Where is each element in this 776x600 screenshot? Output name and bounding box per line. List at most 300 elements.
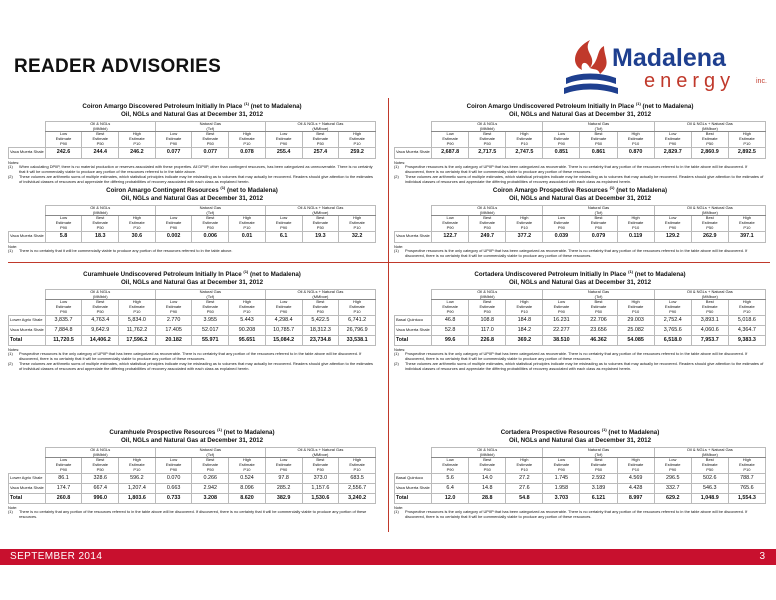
estimate-header: Best Estimate P50 xyxy=(691,132,728,147)
column-group-header: Oil & NGLs (MMbbl) xyxy=(45,448,155,458)
table-cell: 2,892.5 xyxy=(728,147,765,158)
estimate-header: High Estimate P10 xyxy=(229,458,266,473)
column-group-header: Oil & NGLs (MMbbl) xyxy=(432,206,543,216)
note-number: (1) xyxy=(394,509,399,515)
logo-wordmark: Madalena xyxy=(612,44,726,72)
resource-table xyxy=(394,205,766,243)
table-notes xyxy=(8,161,376,185)
table-cell: 22.706 xyxy=(580,315,617,325)
table-row xyxy=(395,315,766,325)
table-cell: 0.070 xyxy=(155,473,192,483)
table-cell: 373.0 xyxy=(302,473,339,483)
table-cell: 382.9 xyxy=(265,493,302,503)
column-group-header: Oil & NGLs + Natural Gas (MMboe) xyxy=(265,290,375,300)
table-title: Coiron Amargo Discovered Petroleum Initially In Place $^{(1)}$ (net to Madalena) xyxy=(82,101,302,111)
table-coiron-contingent xyxy=(8,184,376,254)
table-cell: 29.003 xyxy=(617,315,654,325)
table-cell: 1,157.6 xyxy=(302,483,339,493)
panel-bottom-left xyxy=(8,268,376,546)
table-cell: 26,796.9 xyxy=(339,325,376,335)
table-cell: 52.8 xyxy=(432,325,469,335)
table-cell: 262.9 xyxy=(691,231,728,242)
table-row xyxy=(9,483,376,493)
table-cell: 54.8 xyxy=(506,493,543,503)
notes-heading: Note: xyxy=(394,243,404,249)
estimate-header: Low Estimate P90 xyxy=(45,132,82,147)
estimate-header: Low Estimate P90 xyxy=(155,458,192,473)
table-cell: 596.2 xyxy=(119,473,156,483)
table-cell: 502.6 xyxy=(691,473,728,483)
logo-flame-icon xyxy=(560,38,620,96)
note-text: Prospective resources is the only category of UPIIP that has been categorized as recoverable. There is no certainty that any portion of the resources referred to in the table above will be discovered. If discovered, there is no certainty that it will be commercially viable to produce any portion of these resources. xyxy=(19,351,362,362)
notes-heading: Notes: xyxy=(8,159,20,165)
table-notes xyxy=(394,506,766,520)
estimate-header: Best Estimate P50 xyxy=(580,300,617,315)
estimate-header: High Estimate P10 xyxy=(339,300,376,315)
note-number: (2) xyxy=(394,360,399,366)
total-row xyxy=(395,493,766,503)
table-row xyxy=(395,483,766,493)
estimate-header: Best Estimate P50 xyxy=(302,300,339,315)
table-cell: 8.997 xyxy=(617,493,654,503)
table-cell: 667.4 xyxy=(82,483,119,493)
estimate-header: High Estimate P10 xyxy=(119,216,156,231)
table-cell: 9,383.3 xyxy=(728,335,765,345)
table-cell: 184.2 xyxy=(506,325,543,335)
panel-bottom-right xyxy=(394,268,766,546)
table-cell: 95.651 xyxy=(229,335,266,345)
table-notes xyxy=(394,245,766,259)
table-cell: 0.733 xyxy=(155,493,192,503)
footer-bar xyxy=(0,549,776,565)
table-cell: 174.7 xyxy=(45,483,82,493)
table-cell: 6,518.0 xyxy=(654,335,691,345)
table-cell: 3,765.6 xyxy=(654,325,691,335)
table-cell: 296.5 xyxy=(654,473,691,483)
row-label: Vaca Muerta Shale xyxy=(395,147,432,158)
table-cell: 397.1 xyxy=(728,231,765,242)
estimate-header-row xyxy=(395,132,766,147)
estimate-header-row xyxy=(395,458,766,473)
table-cell: 0.851 xyxy=(543,147,580,158)
table-subtitle: Oil, NGLs and Natural Gas at December 31, 2012 xyxy=(508,437,652,445)
estimate-header: High Estimate P10 xyxy=(229,132,266,147)
row-label: Vaca Muerta Shale xyxy=(395,231,432,242)
estimate-header: Low Estimate P90 xyxy=(45,300,82,315)
resource-table xyxy=(8,205,376,243)
horizontal-divider xyxy=(8,262,770,263)
estimate-header-row xyxy=(9,132,376,147)
column-group-header: Natural Gas (Tcf) xyxy=(543,290,654,300)
table-cell: 99.6 xyxy=(432,335,469,345)
note-number: (1) xyxy=(394,248,399,254)
estimate-header: Low Estimate P90 xyxy=(543,300,580,315)
note-item xyxy=(8,362,376,372)
table-coiron-undiscovered xyxy=(394,100,766,185)
table-cell: 257.4 xyxy=(302,147,339,158)
table-cortadera-prospective xyxy=(394,426,766,520)
table-cell: 328.6 xyxy=(82,473,119,483)
table-subtitle: Oil, NGLs and Natural Gas at December 31, 2012 xyxy=(120,111,264,119)
table-notes xyxy=(8,348,376,372)
note-text: Prospective resources is the only category of UPIIP that has been categorized as recoverable. There is no certainty that any portion of the resources referred to in the table above will be discovered. If discovered, there is no certainty that it will be commercially viable to produce any portion of these resources. xyxy=(405,351,748,362)
table-cell: 5,834.0 xyxy=(119,315,156,325)
group-header-row xyxy=(9,290,376,300)
table-cell: 46.8 xyxy=(432,315,469,325)
estimate-header: Low Estimate P90 xyxy=(265,216,302,231)
estimate-header: High Estimate P10 xyxy=(339,132,376,147)
table-cell: 23,734.8 xyxy=(302,335,339,345)
note-text: Prospective resources is the only category of UPIIP that has been categorized as recoverable. There is no certainty that any portion of the resources referred to in the table above will be discovered. If discovered, there is no certainty that it will be commercially viable to produce any portion of these resources. xyxy=(405,248,748,259)
table-cell: 5.443 xyxy=(229,315,266,325)
notes-heading: Note: xyxy=(394,504,404,510)
estimate-header-row xyxy=(9,300,376,315)
note-item xyxy=(394,510,766,520)
estimate-header: Low Estimate P90 xyxy=(155,216,192,231)
table-cell: 90.208 xyxy=(229,325,266,335)
table-cell: 0.077 xyxy=(155,147,192,158)
column-group-header: Oil & NGLs (MMbbl) xyxy=(432,448,543,458)
estimate-header: Low Estimate P90 xyxy=(543,216,580,231)
column-group-header: Natural Gas (Tcf) xyxy=(543,448,654,458)
estimate-header: Best Estimate P50 xyxy=(469,216,506,231)
table-cell: 17,596.2 xyxy=(119,335,156,345)
estimate-header: Best Estimate P50 xyxy=(192,458,229,473)
estimate-header-row xyxy=(9,458,376,473)
estimate-header: Best Estimate P50 xyxy=(469,458,506,473)
table-cell: 1,803.6 xyxy=(119,493,156,503)
row-label: Basal Quintuco xyxy=(395,473,432,483)
table-cell: 2.770 xyxy=(155,315,192,325)
table-cell: 12.0 xyxy=(432,493,469,503)
note-text: These volumes are arithmetic sums of multiple estimates, which statistical principles indicate may be misleading as to volumes that may actually be recovered. Readers should give attention to the estimates of individual classes of resources and appreciate the differing probabilities of recovery associated with each class as explained herein. xyxy=(19,360,373,371)
estimate-header: Best Estimate P50 xyxy=(192,300,229,315)
table-cell: 10,785.7 xyxy=(265,325,302,335)
table-title: Coiron Amargo Undiscovered Petroleum Initially In Place $^{(1)}$ (net to Madalena) xyxy=(466,101,694,111)
row-label: Vaca Muerta Shale xyxy=(9,325,46,335)
table-cell: 244.4 xyxy=(82,147,119,158)
note-text: Prospective resources is the only category of UPIIP that has been categorized as recoverable. There is no certainty that any portion of the resources referred to in the table above will be discovered. If discovered, there is no certainty that it will be commercially viable to produce any portion of these resources. xyxy=(405,509,748,520)
table-cell: 11,762.2 xyxy=(119,325,156,335)
estimate-header: High Estimate P10 xyxy=(119,458,156,473)
note-text: These volumes are arithmetic sums of multiple estimates, which statistical principles indicate may be misleading as to volumes that may actually be recovered. Readers should give attention to the estimates of individual classes of resources and appreciate the differing probabilities of recovery associated with each class as explained herein. xyxy=(19,173,373,184)
column-group-header: Natural Gas (Tcf) xyxy=(155,448,265,458)
table-cell: 46.362 xyxy=(580,335,617,345)
table-cell: 4,763.4 xyxy=(82,315,119,325)
estimate-header: High Estimate P10 xyxy=(119,132,156,147)
row-label: Vaca Muerta Shale xyxy=(395,325,432,335)
table-cell: 0.006 xyxy=(192,231,229,242)
table-cell: 0.870 xyxy=(617,147,654,158)
table-cell: 0.002 xyxy=(155,231,192,242)
table-subtitle: Oil, NGLs and Natural Gas at December 31, 2012 xyxy=(120,195,264,203)
estimate-header: Low Estimate P90 xyxy=(543,458,580,473)
table-cell: 2,860.9 xyxy=(691,147,728,158)
estimate-header: High Estimate P10 xyxy=(728,458,765,473)
table-cell: 0.078 xyxy=(229,147,266,158)
table-cell: 15,084.2 xyxy=(265,335,302,345)
table-cell: 0.266 xyxy=(192,473,229,483)
logo-inc: inc. xyxy=(756,78,767,85)
total-row xyxy=(395,335,766,345)
resource-table xyxy=(8,447,376,504)
column-group-header: Oil & NGLs (MMbbl) xyxy=(432,122,543,132)
table-cell: 7,953.7 xyxy=(691,335,728,345)
table-cell: 2.592 xyxy=(580,473,617,483)
table-cell: 18,312.3 xyxy=(302,325,339,335)
table-cell: 14,406.2 xyxy=(82,335,119,345)
table-title: Curamhuele Prospective Resources $^{(1)}$ (net to Madalena) xyxy=(109,427,275,437)
table-cell: 260.8 xyxy=(45,493,82,503)
note-item xyxy=(8,510,376,520)
group-header-row xyxy=(395,290,766,300)
table-cell: 122.7 xyxy=(432,231,469,242)
table-cell: 27.6 xyxy=(506,483,543,493)
column-group-header: Natural Gas (Tcf) xyxy=(155,290,265,300)
table-cell: 369.2 xyxy=(506,335,543,345)
table-notes xyxy=(394,348,766,372)
table-cell: 86.1 xyxy=(45,473,82,483)
estimate-header: Best Estimate P50 xyxy=(82,216,119,231)
table-cell: 52.017 xyxy=(192,325,229,335)
table-cell: 18.3 xyxy=(82,231,119,242)
table-cell: 0.524 xyxy=(229,473,266,483)
table-cell: 3,893.1 xyxy=(691,315,728,325)
estimate-header-row xyxy=(9,216,376,231)
table-cell: 5.8 xyxy=(45,231,82,242)
table-cell: 6.4 xyxy=(432,483,469,493)
table-subtitle: Oil, NGLs and Natural Gas at December 31, 2012 xyxy=(508,279,652,287)
notes-heading: Notes: xyxy=(8,346,20,352)
estimate-header: High Estimate P10 xyxy=(506,300,543,315)
table-subtitle: Oil, NGLs and Natural Gas at December 31, 2012 xyxy=(120,279,264,287)
row-label: Lower Agrio Shale xyxy=(9,315,46,325)
note-text: Prospective resources is the only category of UPIIP that has been categorized as recoverable. There is no certainty that any portion of the resources referred to in the table above will be discovered. If discovered, there is no certainty that it will be commercially viable to produce any portion of these resources. xyxy=(405,164,748,175)
estimate-header: High Estimate P10 xyxy=(339,216,376,231)
table-cell: 108.8 xyxy=(469,315,506,325)
table-title: Coiron Amargo Prospective Resources $^{(1)}$ (net to Madalena) xyxy=(492,185,668,195)
table-cell: 2,747.5 xyxy=(506,147,543,158)
estimate-header-row xyxy=(395,216,766,231)
table-cell: 23.656 xyxy=(580,325,617,335)
note-text: There is no certainty that it will be commercially viable to produce any portion of the resources referred to in the table above. xyxy=(19,248,233,254)
group-header-row xyxy=(395,206,766,216)
table-subtitle: Oil, NGLs and Natural Gas at December 31, 2012 xyxy=(508,111,652,119)
table-cell: 3,835.7 xyxy=(45,315,82,325)
column-group-header: Oil & NGLs + Natural Gas (MMboe) xyxy=(265,448,375,458)
table-cell: 242.6 xyxy=(45,147,82,158)
row-label: Basal Quintuco xyxy=(395,315,432,325)
table-cell: 1.745 xyxy=(543,473,580,483)
estimate-header: High Estimate P10 xyxy=(506,458,543,473)
table-subtitle: Oil, NGLs and Natural Gas at December 31, 2012 xyxy=(508,195,652,203)
estimate-header: Low Estimate P90 xyxy=(654,132,691,147)
table-row xyxy=(395,473,766,483)
table-cell: 9,642.9 xyxy=(82,325,119,335)
resource-table xyxy=(8,289,376,346)
table-cell: 6.121 xyxy=(580,493,617,503)
notes-heading: Note: xyxy=(8,243,18,249)
total-row xyxy=(9,335,376,345)
table-cell: 2,752.4 xyxy=(654,315,691,325)
estimate-header: Best Estimate P50 xyxy=(580,132,617,147)
estimate-header: Best Estimate P50 xyxy=(469,300,506,315)
table-title: Coiron Amargo Contingent Resources $^{(1)}$ (net to Madalena) xyxy=(106,185,278,195)
table-cell: 765.6 xyxy=(728,483,765,493)
column-group-header: Natural Gas (Tcf) xyxy=(155,206,265,216)
note-number: (1) xyxy=(8,351,13,357)
table-cell: 14.0 xyxy=(469,473,506,483)
group-header-row xyxy=(9,448,376,458)
table-cell: 4.428 xyxy=(617,483,654,493)
note-text: These volumes are arithmetic sums of multiple estimates, which statistical principles indicate may be misleading as to volumes that may actually be recovered. Readers should give attention to the estimates of individual classes of resources and appreciate the differing probabilities of recovery associated with each class as explained herein. xyxy=(405,173,764,184)
note-text: There is no certainty that any portion of the resources referred to in the table above will be discovered. If discovered, there is no certainty that it will be commercially viable to produce any portion of these resources. xyxy=(19,509,367,520)
column-group-header: Oil & NGLs + Natural Gas (MMboe) xyxy=(265,122,375,132)
group-header-row xyxy=(9,206,376,216)
table-cell: 4,298.4 xyxy=(265,315,302,325)
row-label: Total xyxy=(9,335,46,345)
table-cell: 27.2 xyxy=(506,473,543,483)
footer-date: SEPTEMBER 2014 xyxy=(10,551,103,562)
row-label: Vaca Muerta Shale xyxy=(9,231,46,242)
table-cell: 2.942 xyxy=(192,483,229,493)
table-cell: 4.569 xyxy=(617,473,654,483)
table-cell: 25.082 xyxy=(617,325,654,335)
table-cell: 996.0 xyxy=(82,493,119,503)
table-row xyxy=(395,231,766,242)
table-cell: 629.2 xyxy=(654,493,691,503)
note-text: These volumes are arithmetic sums of multiple estimates, which statistical principles indicate may be misleading as to volumes that may actually be recovered. Readers should give attention to the estimates of individual classes of resources and appreciate the differing probabilities of recovery associated with each class as explained herein. xyxy=(405,360,764,371)
table-cell: 184.8 xyxy=(506,315,543,325)
note-number: (2) xyxy=(8,360,13,366)
estimate-header: High Estimate P10 xyxy=(506,132,543,147)
table-cell: 28.8 xyxy=(469,493,506,503)
estimate-header: Best Estimate P50 xyxy=(691,216,728,231)
table-cell: 38.510 xyxy=(543,335,580,345)
company-logo xyxy=(560,38,770,96)
estimate-header: High Estimate P10 xyxy=(728,300,765,315)
table-coiron-prospective xyxy=(394,184,766,259)
estimate-header: Low Estimate P90 xyxy=(432,458,469,473)
panel-top-left xyxy=(8,100,376,260)
table-cell: 0.079 xyxy=(580,231,617,242)
row-label: Total xyxy=(9,493,46,503)
table-cell: 377.2 xyxy=(506,231,543,242)
estimate-header: Best Estimate P50 xyxy=(302,216,339,231)
estimate-header: High Estimate P10 xyxy=(617,300,654,315)
column-group-header: Oil & NGLs (MMbbl) xyxy=(45,122,155,132)
column-group-header: Oil & NGLs (MMbbl) xyxy=(432,290,543,300)
column-group-header: Oil & NGLs (MMbbl) xyxy=(45,206,155,216)
table-cell: 20.182 xyxy=(155,335,192,345)
table-curamhuele-prospective xyxy=(8,426,376,520)
estimate-header: Best Estimate P50 xyxy=(302,132,339,147)
table-cell: 0.861 xyxy=(580,147,617,158)
estimate-header: Best Estimate P50 xyxy=(580,216,617,231)
resource-table xyxy=(394,121,766,159)
table-cell: 3.703 xyxy=(543,493,580,503)
table-cell: 1,530.6 xyxy=(302,493,339,503)
table-cell: 8.620 xyxy=(229,493,266,503)
column-group-header: Oil & NGLs + Natural Gas (MMboe) xyxy=(654,206,765,216)
table-cell: 7,884.8 xyxy=(45,325,82,335)
column-group-header: Oil & NGLs + Natural Gas (MMboe) xyxy=(265,206,375,216)
estimate-header: Low Estimate P90 xyxy=(45,458,82,473)
table-cell: 16.231 xyxy=(543,315,580,325)
note-number: (1) xyxy=(8,164,13,170)
table-cell: 0.663 xyxy=(155,483,192,493)
table-cell: 117.0 xyxy=(469,325,506,335)
table-cell: 14.8 xyxy=(469,483,506,493)
table-cell: 1,207.4 xyxy=(119,483,156,493)
column-group-header: Oil & NGLs + Natural Gas (MMboe) xyxy=(654,122,765,132)
estimate-header: Best Estimate P50 xyxy=(82,300,119,315)
column-group-header: Oil & NGLs + Natural Gas (MMboe) xyxy=(654,290,765,300)
note-item xyxy=(8,249,376,254)
estimate-header: High Estimate P10 xyxy=(728,216,765,231)
table-cell: 32.2 xyxy=(339,231,376,242)
column-group-header: Oil & NGLs + Natural Gas (MMboe) xyxy=(654,448,765,458)
table-cell: 1.958 xyxy=(543,483,580,493)
note-number: (2) xyxy=(8,173,13,179)
row-label: Vaca Muerta Shale xyxy=(9,147,46,158)
total-row xyxy=(9,493,376,503)
estimate-header: Best Estimate P50 xyxy=(580,458,617,473)
estimate-header: Low Estimate P90 xyxy=(432,132,469,147)
page-title: READER ADVISORIES xyxy=(14,56,222,77)
logo-subword: energy xyxy=(644,70,736,92)
table-row xyxy=(9,147,376,158)
group-header-row xyxy=(395,122,766,132)
table-cell: 788.7 xyxy=(728,473,765,483)
note-text: When calculating DPIIP, there is no material production or reserves associated with these properties. All DPIIP, other than contingent resources, has been categorized as unrecoverable. There is no certainty that it will be commercially viable to produce any portion of the resources referred to in the table above. xyxy=(19,164,373,175)
estimate-header: Best Estimate P50 xyxy=(691,458,728,473)
estimate-header: Low Estimate P90 xyxy=(265,300,302,315)
table-cell: 17.405 xyxy=(155,325,192,335)
estimate-header: Best Estimate P50 xyxy=(691,300,728,315)
table-cell: 97.8 xyxy=(265,473,302,483)
table-cell: 5,018.6 xyxy=(728,315,765,325)
table-cell: 19.3 xyxy=(302,231,339,242)
table-cell: 255.4 xyxy=(265,147,302,158)
table-cell: 3.955 xyxy=(192,315,229,325)
estimate-header: Best Estimate P50 xyxy=(192,216,229,231)
estimate-header: Low Estimate P90 xyxy=(654,458,691,473)
note-item xyxy=(394,249,766,259)
column-group-header: Natural Gas (Tcf) xyxy=(543,122,654,132)
table-cell: 246.2 xyxy=(119,147,156,158)
estimate-header: Low Estimate P90 xyxy=(265,458,302,473)
estimate-header: Low Estimate P90 xyxy=(432,300,469,315)
estimate-header: Best Estimate P50 xyxy=(302,458,339,473)
table-notes xyxy=(8,245,376,255)
table-cell: 546.3 xyxy=(691,483,728,493)
panel-top-right xyxy=(394,100,766,260)
table-cell: 4,364.7 xyxy=(728,325,765,335)
estimate-header: Low Estimate P90 xyxy=(265,132,302,147)
table-cell: 0.039 xyxy=(543,231,580,242)
table-row xyxy=(395,147,766,158)
table-notes xyxy=(394,161,766,185)
resource-table xyxy=(8,121,376,159)
estimate-header: Low Estimate P90 xyxy=(432,216,469,231)
vertical-divider xyxy=(388,98,389,532)
resource-table xyxy=(394,447,766,504)
table-cell: 30.6 xyxy=(119,231,156,242)
table-cell: 226.8 xyxy=(469,335,506,345)
table-cell: 2,687.8 xyxy=(432,147,469,158)
resource-table xyxy=(394,289,766,346)
